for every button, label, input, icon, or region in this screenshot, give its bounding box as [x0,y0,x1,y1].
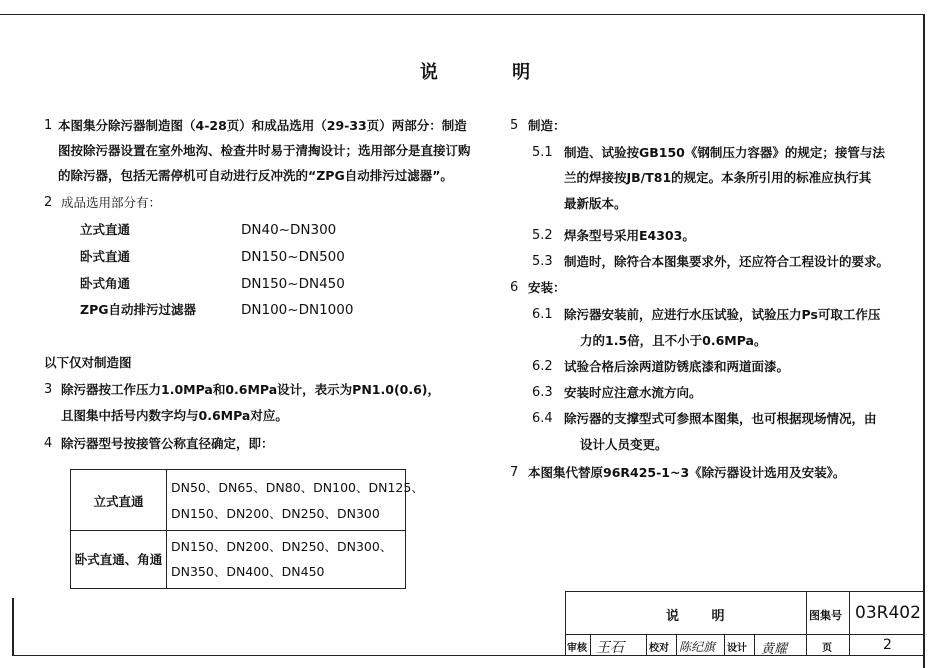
check-label: 校对 [649,643,669,654]
table-row-label: 立式直通 [93,494,144,509]
item-6-4-line-2: 设计人员变更。 [580,437,668,452]
item-2-number: 2 [44,195,53,210]
check-signature: 陈纪旗 [679,640,716,654]
page-title: 说 明 [419,62,565,83]
item-6-2-number: 6.2 [532,359,553,374]
product-name: 卧式直通 [80,249,131,264]
atlas-number: 03R402 [855,603,921,623]
atlas-number-label: 图集号 [809,609,842,622]
product-range: DN40~DN300 [241,222,337,238]
title-block-divider [724,634,725,656]
page-number: 2 [883,637,892,653]
item-6-number: 6 [510,280,519,295]
item-7-text: 本图集代替原96R425-1~3《除污器设计选用及安装》。 [528,465,846,480]
item-6-1-number: 6.1 [532,307,553,322]
item-1-line-2: 图按除污器设置在室外地沟、检查井时易于清掏设计；选用部分是直接订购 [58,143,471,158]
diameter-table [70,469,424,589]
frame-top-border [0,14,924,15]
table-row-value-line-2: DN350、DN400、DN450 [171,564,325,579]
table-row [71,530,405,588]
design-signature: 黄耀 [761,642,788,657]
review-signature: 王石 [596,640,624,656]
title-block-divider [590,634,591,656]
item-2-heading: 成品选用部分有： [61,195,162,210]
item-6-heading: 安装： [528,280,566,295]
item-6-4-line-1: 除污器的支撑型式可参照本图集，也可根据现场情况，由 [564,411,877,426]
product-range: DN150~DN500 [241,249,345,265]
item-5-1-number: 5.1 [532,145,553,160]
product-name: ZPG自动排污过滤器 [80,302,196,317]
item-6-3-number: 6.3 [532,385,553,400]
product-name: 立式直通 [80,222,131,237]
table-row-value-line-1: DN50、DN65、DN80、DN100、DN125、 [171,480,424,495]
item-6-3-line-1: 安装时应注意水流方向。 [564,385,702,400]
table-row-value-line-2: DN150、DN200、DN250、DN300 [171,506,380,521]
title-block-divider [849,592,850,656]
item-3-line-2: 且图集中括号内数字均与0.6MPa对应。 [61,408,288,423]
title-block [565,591,923,656]
design-label: 设计 [727,643,747,654]
item-6-2-line-1: 试验合格后涂两道防锈底漆和两道面漆。 [564,359,790,374]
product-range: DN150~DN450 [241,276,345,292]
item-5-2-line-1: 焊条型号采用E4303。 [564,228,695,243]
item-1-line-3: 的除污器，包括无需停机可自动进行反冲洗的“ZPG自动排污过滤器”。 [58,168,453,183]
table-row-value-line-1: DN150、DN200、DN250、DN300、 [171,539,393,554]
item-6-1-line-2: 力的1.5倍，且不小于0.6MPa。 [580,333,767,348]
item-6-4-number: 6.4 [532,411,553,426]
item-4-number: 4 [44,436,53,451]
manufacture-note: 以下仅对制造图 [44,355,132,370]
title-block-divider [754,634,755,656]
item-5-1-line-3: 最新版本。 [564,196,627,211]
title-block-divider [646,634,647,656]
table-row-label: 卧式直通、角通 [74,552,163,567]
item-6-1-line-1: 除污器安装前，应进行水压试验，试验压力Ps可取工作压 [564,307,881,322]
frame-right-border [923,14,925,668]
item-5-1-line-2: 兰的焊接按JB/T81的规定。本条所引用的标准应执行其 [564,170,872,185]
item-5-2-number: 5.2 [532,228,553,243]
title-block-divider [566,634,924,635]
frame-left-border [12,598,14,656]
item-4-heading: 除污器型号按接管公称直径确定，即： [61,436,274,451]
item-3-line-1: 除污器按工作压力1.0MPa和0.6MPa设计，表示为PN1.0(0.6)， [61,382,441,397]
item-7-number: 7 [510,465,519,480]
item-5-number: 5 [510,118,519,133]
item-1-number: 1 [44,118,53,133]
item-5-1-line-1: 制造、试验按GB150《钢制压力容器》的规定；接管与法 [564,145,885,160]
item-5-3-line-1: 制造时，除符合本图集要求外，还应符合工程设计的要求。 [564,254,890,269]
table-row [71,470,424,531]
item-1-line-1: 本图集分除污器制造图（4-28页）和成品选用（29-33页）两部分：制造 [58,118,467,133]
title-block-name: 说 明 [666,609,739,624]
item-3-number: 3 [44,382,53,397]
page-label: 页 [822,643,832,654]
review-label: 审核 [567,643,587,654]
product-range: DN100~DN1000 [241,302,354,318]
title-block-divider [676,634,677,656]
title-block-divider [806,592,807,656]
item-5-heading: 制造： [528,118,566,133]
item-5-3-number: 5.3 [532,254,553,269]
product-name: 卧式角通 [80,276,131,291]
